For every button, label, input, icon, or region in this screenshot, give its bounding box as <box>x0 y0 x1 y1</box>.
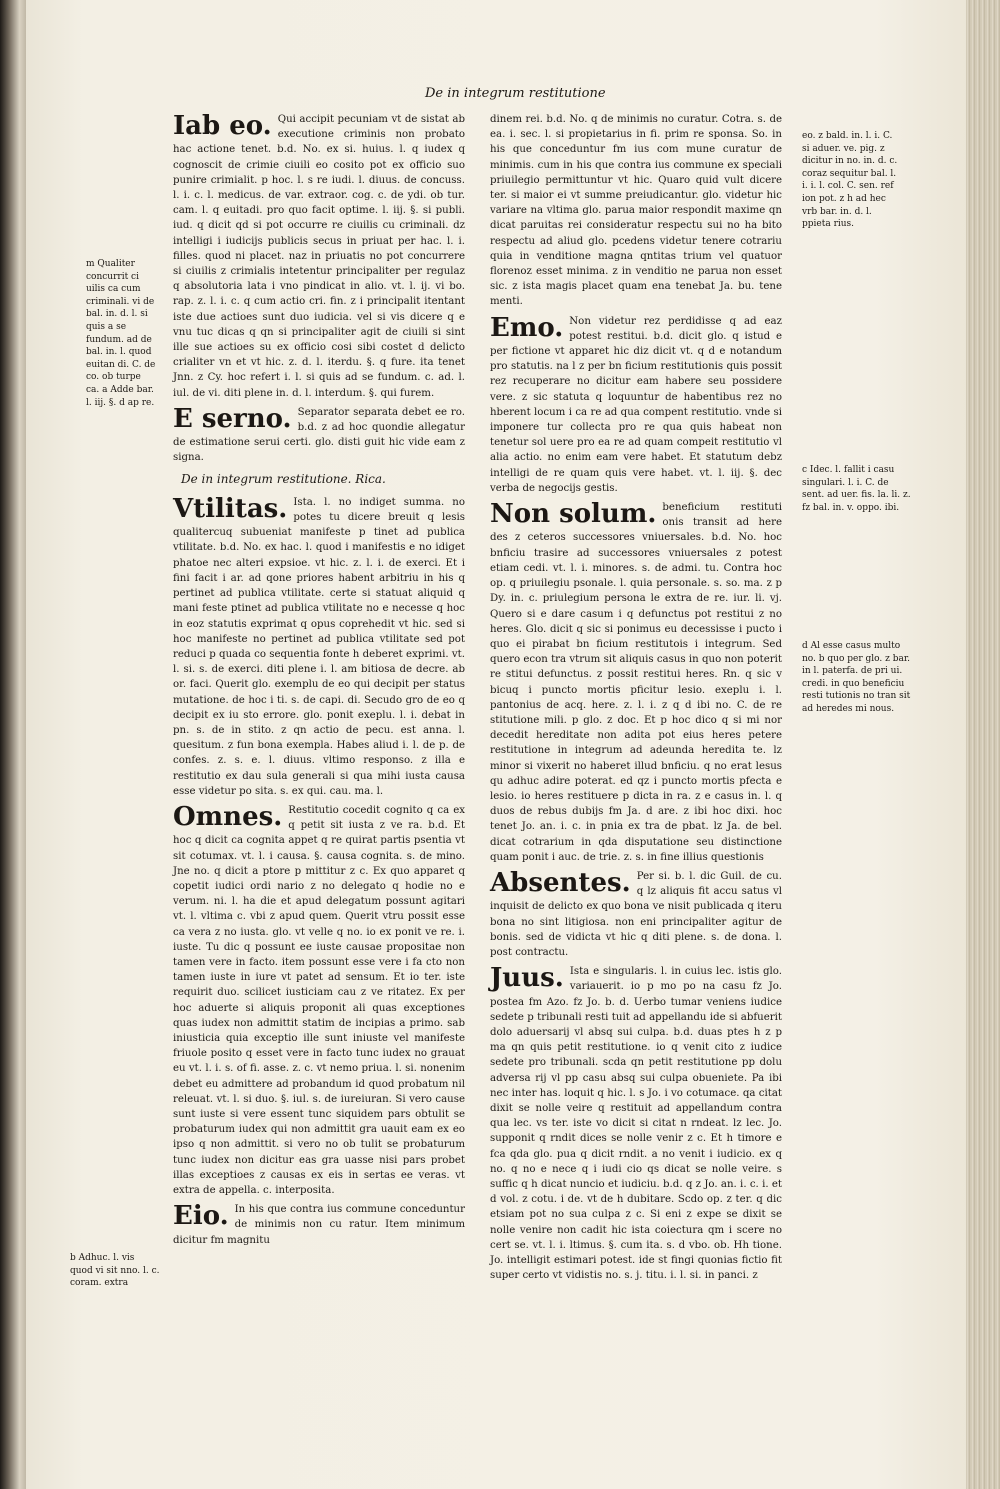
marginal-note-b: b Adhuc. l. vis quod vi sit nno. l. c. coram. extra <box>70 1253 160 1289</box>
entry-text: Qui accipit pecuniam vt de sistat ab executione criminis non probato hac actione tenet. b.d. No. ex si. huius. l. q iudex q cognoscit de crimie ciuili eo cosito pot ex officio suo punire crimialit. p hoc. l. s re iudi. l. diuus. de concuss. l. i. c. l. medicus. de var. extraor. cog. c. de ydi. ob tur. cam. l. q euitadi. pro quo facit optime. l. iij. §. si publi. iud. q dicit qd si pot occurre re ciuilis cu criminali. dz intelligi i iudicijs publicis secus in priuat per hac. l. i. filles. quod ni placet. naz in priuatis no pot concurrere si ciuilis z crimialis intetentur principaliter per regulaz q absolutoria lata i vno pindicat in alio. vt. l. ij. vi bo. rap. z. l. i. c. q cum actio cri. fin. z i principalit itentant iste due actioes sunt duo iudicia. vel si vis dicere q e vnu tuc dicas q qn si principaliter agit de ciuili si sint ille sue actioes su ex officio cosi sibi costet d delicto crialiter vn et vt hic. z. d. l. iterdu. §. q fure. ita tenet Jnn. z Cy. hoc refert i. l. si quis ad se fundum. c. ad. l. iul. de vi. diti plene in. d. l. interdum. §. qui furem. <box>173 114 465 399</box>
entry-text: beneficium restituti onis transit ad here des z ceteros successores vniuersales. b.d. No. hoc bnficiu trasire ad successores vniuersales z potest etiam cedi. vt. l. i. minores. s. de admi. tu. Contra hoc op. q priuilegiu psonale. l. quia personale. s. so. ma. z p Dy. in. c. priulegium persona le extra de re. iur. li. vj. Quero si e dare casum i q defunctus pot restitui z no heres. Glo. dicit q sic si ponimus eu decessisse i pucto i quo ei pirabat bn ficium restitutois i integrum. Sed quero econ tra vtrum sit aliquis casus in quo non poterit re stitui defunctus. z possit restitui heres. Rn. q sic v bicuq i puncto mortis pficitur lesio. exeplu i. l. pantonius de acq. here. z. l. i. z q d ibi no. C. de re stitutione mili. p glo. z doc. Et p hoc dico q si mi nor decedit hereditate non adita pot eius heres petere restitutione in integrum ad adeunda heredita te. lz minor si vixerit no haberet illud bnficiu. q no erat lesus qu adhuc adire poterat. ed qz i puncto mortis pfecta e lesio. io heres restituere p dicta in ra. z e casus in. l. q duos de rebus dubijs fm Ja. d are. z ibi hoc dixi. hoc tenet Jo. an. i. c. in pnia ex tra de pbat. lz Ja. de bel. dicat cotrarium in qda disputatione seu distinctione quam ponit i auc. de trie. z. s. in fine illius questionis <box>490 502 782 863</box>
entry <box>490 964 782 1283</box>
left-column <box>173 112 465 1252</box>
marginal-note-d: d Al esse casus multo no. b quo per glo. z bar. in l. paterfa. de pri ui. credi. in quo beneficiu resti tutionis no tran sit ad heredes mi nous. <box>802 641 911 714</box>
page-edge-right <box>966 0 1000 1489</box>
lemma: Emo. <box>490 312 564 343</box>
entry-text: Ista. l. no indiget summa. no potes tu dicere breuit q lesis qualitercuq subueniat manifeste p tinet ad publica vtilitate. b.d. No. ex hac. l. quod i manifestis e no idiget phatoe nec alteri expsioe. vt hic. z. l. i. de exerci. Et i fini facit i ar. ad qone priores habent arbitriu in his q pertinet ad publica vtilitate. certe si statuat aliquid q mani feste ptinet ad publica vtilitate no e necesse q hoc in eoz statutis exprimat q opus coprehedit vt hic. sed si hoc manifeste no pertinet ad publica vtilitate sed pot reduci p quada co sequentia fonte h deberet exprimi. vt. l. si. s. de exerci. diti plene i. l. am bitiosa de decre. ab or. faci. Querit glo. exemplu de eo qui decipit per status mutatione. de hoc i ti. s. de capi. di. Secudo gro de eo q decipit ex iu sto errore. glo. ponit exeplu. l. i. debat in pn. s. de in stito. z qn actio de pecu. est anna. l. quesitum. z fun bona exempla. Habes aliud i. l. de p. de confes. z. s. e. l. diuus. vltimo responso. z illa e restitutio ex dau sula generali si qua mihi iusta causa esse videtur po sita. s. ex qui. cau. ma. l. <box>173 496 465 797</box>
entry <box>173 405 465 466</box>
entry <box>173 495 465 799</box>
entry-text: In his que contra ius commune conceduntur de minimis non cu ratur. Item minimum dicitur fm magnitu <box>173 1204 465 1246</box>
marginal-note-m: m Qualiter concurrit ci uilis ca cum criminali. vi de bal. in. d. l. si quis a se fundum. ad de bal. in. l. quod euitan di. C. de co. ob turpe ca. a Adde bar. l. iij. §. d ap re. <box>86 259 156 408</box>
lemma: Iab eo. <box>173 111 272 141</box>
right-column <box>490 112 782 1287</box>
entry-text: Restitutio cocedit cognito q ca ex q petit sit iusta z ve ra. b.d. Et hoc q dicit ca cognita appet q re quirat partis psentia vt sit cotumax. vt. l. i causa. §. causa cognita. s. de mino. Jne no. q dicit a ptore p mittitur z c. Ex quo apparet q copetit iudici ordi nario z no delegato q hodie no e verum. ni. l. ha die et apud delegatum possunt agitari vt. l. vltima c. vbi z apud quem. Querit vtru possit esse ca vera z no iusta. glo. vt velle q no. io ex ponit ve re. i. iuste. Tu dic q possunt ee iuste causae propositae non tamen vere in facto. item possunt esse vere i fa cto non tamen iuste in iure vt patet ad sensum. Et io ter. iste requirit duo. scilicet iusticiam cau z ve ritatez. Ex per hoc aduerte si aliquis proponit ali quas exceptiones quas iudex non admittit statim de incipias a primo. sab iniusticia quia exceptio ille sunt iniuste vel manifeste friuole posito q esset vere in facto tunc iudex no grauat eu vt. l. i. s. of fi. asse. z. c. vt nemo priua. l. si. nonenim debet eu admittere ad probandum id quod probatum nil releuat. vt. l. si duo. §. iul. s. de iureiuran. Si vero cause sunt iuste si vere essent tunc siquidem pars obtulit se probaturum iudex qui non admittit gra uauit eam ex eo ipso q non admittit. si vero no ob tulit se probaturum tunc iudex non dicitur eas gra uasse nisi pars probet illas exceptioes z causas ex eis in sertas ee veras. vt extra de appella. c. interposita. <box>173 804 465 1197</box>
marginal-note-c: c Idec. l. fallit i casu singulari. l. i. C. de sent. ad uer. fis. la. li. z. fz bal. in. v. oppo. ibi. <box>802 465 911 513</box>
book-edge-left <box>0 0 28 1489</box>
entry <box>173 112 465 401</box>
lemma: Non solum. <box>490 499 657 530</box>
lemma: Eio. <box>173 1201 229 1232</box>
lemma: Juus. <box>490 963 564 994</box>
lemma: Absentes. <box>490 867 631 898</box>
entry-text: Per si. b. l. dic Guil. de cu. q lz aliquis fit accu satus vl inquisit de delicto ex quo bona ve nisit publicada q iteru bona no sint litigiosa. non eni principaliter agitur de bonis. sed de vidicta vt hic q diti plene. s. de dona. l. post contractu. <box>490 870 782 958</box>
entry <box>490 869 782 960</box>
entry-text: Non videtur rez perdidisse q ad eaz potest restitui. b.d. dicit glo. q istud e per fictione vt apparet hic diz dicit vt. q d e notandum pro statutis. na l z per bn ficium restitutionis quis possit rez recuperare no dicitur eam habere seu possidere vere. z sic statuta q loquuntur de habentibus rez no hberent locum i ca re ad qua compent restitutio. vnde si imponere tur collecta pro re qua quis habeat non tenetur sol uere pro ea re ad quam compeit restitutio vl alia actio. no enim eam vere habet. Et statutum debz intelligi de re quam quis vere habet. vt. l. iij. §. dec verba de negocijs gestis. <box>490 315 782 494</box>
entry <box>490 500 782 865</box>
entry <box>173 1202 465 1248</box>
marginal-note-top-right: eo. z bald. in. l. i. C. si aduer. ve. pig. z dicitur in no. in. d. c. coraz sequitur bal. l. i. i. l. col. C. sen. ref ion pot. z h ad hec vrb bar. in. d. l. ppieta rius. <box>802 131 898 230</box>
entry-text: dinem rei. b.d. No. q de minimis no curatur. Cotra. s. de ea. i. sec. l. si propietarius in fi. prim re sponsa. So. in his que conceduntur fm ius com mune curatur de minimis. cum in his que contra ius commune ex speciali priuilegio permittuntur vt hic. Quaro quid vult dicere ter. si maior ei vt summe preiudicantur. glo. videtur hic variare na vltima glo. parua maior respondit maxime qn dicat paruitas rei consideratur respectu sui no ha bito respectu ad aliud glo. pcedens videtur tenere cotrariu quia in venditione magna qntitas trium vel quatuor florenoz esset minima. z in venditio ne parua non esset sic. z ista magis placet quam ena tenebat Ja. bu. tene menti. <box>490 114 782 308</box>
entry-text: Separator separata debet ee ro. b.d. z ad hoc quondie allegatur de estimatione serui certi. glo. disti guit hic vide eam z signa. <box>173 406 465 464</box>
lemma: Vtilitas. <box>173 493 288 524</box>
entry <box>173 803 465 1198</box>
entry <box>490 112 782 310</box>
entry-text: Ista e singularis. l. in cuius lec. istis glo. variauerit. io p mo po na casu fz Jo. postea fm Azo. fz Jo. b. d. Uerbo tumar veniens iudice sedete p tribunali resti tuit ad appellandu ide si abfuerit dolo aduersarij vl absq sui culpa. b.d. duas ptes h z p ma qn quis petit restitutione. io q venit cito z iudice sedete pro tribunali. scda qn petit restitutione pp dolu adversa rij vl pp casu absq sui culpa obueniete. Pa ibi nec inter has. loquit q hic. l. s Jo. i vo cotumace. qa citat dixit se nolle veire q restituit ad appellandum contra qua lec. vs ter. iste vo dicit si citat n rndeat. lz lec. Jo. supponit q rndit dices se nolle venir z c. Et h timore e fca qda glo. pua q dicit rndit. a no venit i iudicio. ex q no. q no e nece q i iudi cio qs dicat se nolle veire. s suffic q h dicat nuncio et iudiciu. b.d. q z Jo. an. i. c. i. et d vol. z cotu. i de. vt de h dubitare. Scdo op. z ter. q dic etsiam pot no sua culpa z c. Si eni z expe se dixit se nolle venire non cadit hic ista coiectura qm i scere no cert se. vt. l. i. ltimus. §. cum ita. s. d vbo. ob. Hh tione. Jo. intelligit estimari potest. ide st fingi quonias fictio fit super certo vt vidistis no. s. j. titu. i. l. si. in panci. z <box>490 966 782 1282</box>
lemma: E serno. <box>173 403 292 434</box>
running-head: De in integrum restitutione <box>425 86 606 101</box>
entry <box>490 314 782 496</box>
section-heading: De in integrum restitutione. Rica. <box>181 471 386 486</box>
lemma: Omnes. <box>173 801 283 832</box>
